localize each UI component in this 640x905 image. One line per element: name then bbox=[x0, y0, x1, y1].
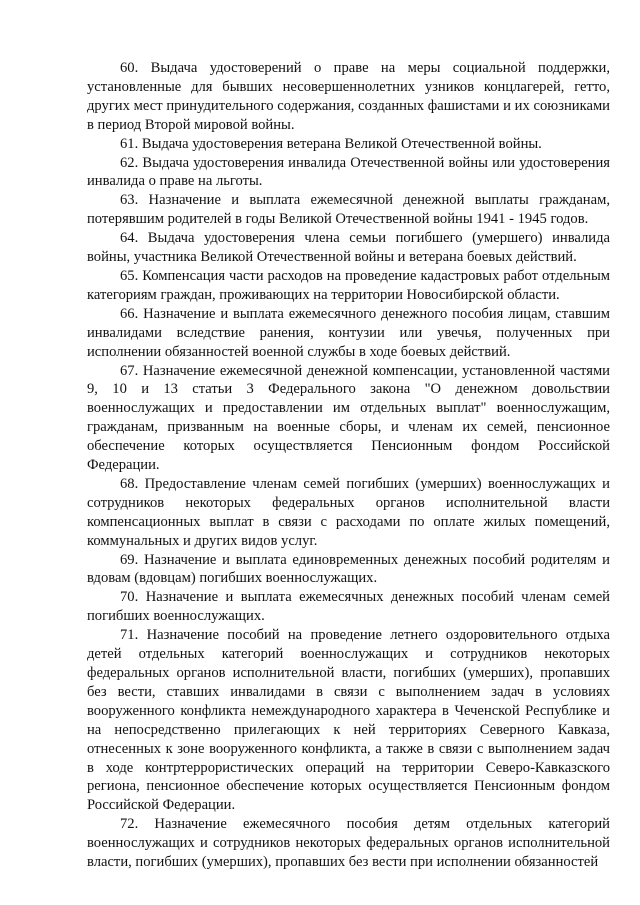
paragraph-item-72 bbox=[87, 815, 610, 872]
item-text: Назначение и выплата ежемесячного денежного пособия лицам, ставшим инвалидами вследствие ранения, контузии или увечья, полученных при исполнении обязанностей военной службы в ходе боевых действий. bbox=[87, 305, 610, 360]
paragraph-item-67 bbox=[87, 362, 610, 475]
paragraph-item-61 bbox=[87, 135, 610, 154]
item-text: Выдача удостоверения ветерана Великой Отечественной войны. bbox=[141, 135, 542, 152]
item-text: Назначение ежемесячной денежной компенсации, установленной частями 9, 10 и 13 статьи 3 Федерального закона "О денежном довольствии военнослужащих и предоставлении им отдельных выплат" военнослужащим, гражданам, призванным на военные сборы, и членам их семей, пенсионное обеспечение которых осуществляется Пенсионным фондом Российской Федерации. bbox=[87, 362, 610, 474]
paragraph-item-68 bbox=[87, 475, 610, 551]
paragraph-item-71 bbox=[87, 626, 610, 815]
item-text: Предоставление членам семей погибших (умерших) военнослужащих и сотрудников некоторых федеральных органов исполнительной власти компенсационных выплат в связи с расходами по оплате жилых помещений, коммунальных и других видов услуг. bbox=[87, 475, 610, 549]
item-text: Выдача удостоверений о праве на меры социальной поддержки, установленные для бывших несовершеннолетних узников концлагерей, гетто, других мест принудительного содержания, созданных фашистами и их союзниками в период Второй мировой войны. bbox=[87, 60, 610, 133]
item-number: 69. bbox=[120, 551, 139, 568]
document-page bbox=[87, 59, 610, 872]
item-text: Назначение пособий на проведение летнего оздоровительного отдыха детей отдельных категорий военнослужащих и сотрудников некоторых федеральных органов исполнительной власти, погибших (умерших), пропавших без вести, ставших инвалидами в связи с выполнением задач в условиях вооруженного конфликта немеждународного характера в Чеченской Республике и на непосредственно прилегающих к ней территориях Северного Кавказа, отнесенных к зоне вооруженного конфликта, а также в связи с выполнением задач в ходе контртеррористических операций на территории Северо-Кавказского региона, пенсионное обеспечение которых осуществляется Пенсионным фондом Российской Федерации. bbox=[87, 627, 610, 814]
item-number: 70. bbox=[120, 589, 139, 606]
paragraph-item-65 bbox=[87, 267, 610, 305]
item-number: 65. bbox=[120, 267, 139, 284]
item-text: Назначение и выплата единовременных денежных пособий родителям и вдовам (вдовцам) погибших военнослужащих. bbox=[87, 551, 610, 587]
paragraph-item-69 bbox=[87, 551, 610, 589]
paragraph-item-64 bbox=[87, 229, 610, 267]
paragraph-item-60 bbox=[87, 59, 610, 135]
item-number: 71. bbox=[120, 627, 139, 644]
item-number: 61. bbox=[120, 135, 139, 152]
paragraph-item-66 bbox=[87, 305, 610, 362]
item-number: 64. bbox=[120, 230, 139, 247]
item-number: 62. bbox=[120, 154, 139, 171]
item-text: Назначение и выплата ежемесячных денежных пособий членам семей погибших военнослужащих. bbox=[87, 589, 610, 625]
paragraph-item-70 bbox=[87, 588, 610, 626]
item-number: 60. bbox=[120, 60, 139, 76]
item-text: Назначение ежемесячного пособия детям отдельных категорий военнослужащих и сотрудников некоторых федеральных органов исполнительной власти, погибших (умерших), пропавших без вести при исполнении обязанностей bbox=[87, 816, 610, 871]
item-text: Назначение и выплата ежемесячной денежной выплаты гражданам, потерявшим родителей в годы Великой Отечественной войны 1941 - 1945 годов. bbox=[87, 192, 610, 228]
paragraph-item-62 bbox=[87, 154, 610, 192]
item-text: Выдача удостоверения инвалида Отечественной войны или удостоверения инвалида о праве на льготы. bbox=[87, 154, 610, 190]
item-number: 68. bbox=[120, 475, 139, 492]
item-text: Выдача удостоверения члена семьи погибшего (умершего) инвалида войны, участника Великой Отечественной войны и ветерана боевых действий. bbox=[87, 230, 610, 266]
item-number: 66. bbox=[120, 305, 139, 322]
paragraph-item-63 bbox=[87, 191, 610, 229]
item-number: 72. bbox=[120, 816, 139, 833]
item-number: 63. bbox=[120, 192, 139, 209]
item-text: Компенсация части расходов на проведение кадастровых работ отдельным категориям граждан, проживающих на территории Новосибирской области. bbox=[87, 267, 610, 303]
item-number: 67. bbox=[120, 362, 139, 379]
